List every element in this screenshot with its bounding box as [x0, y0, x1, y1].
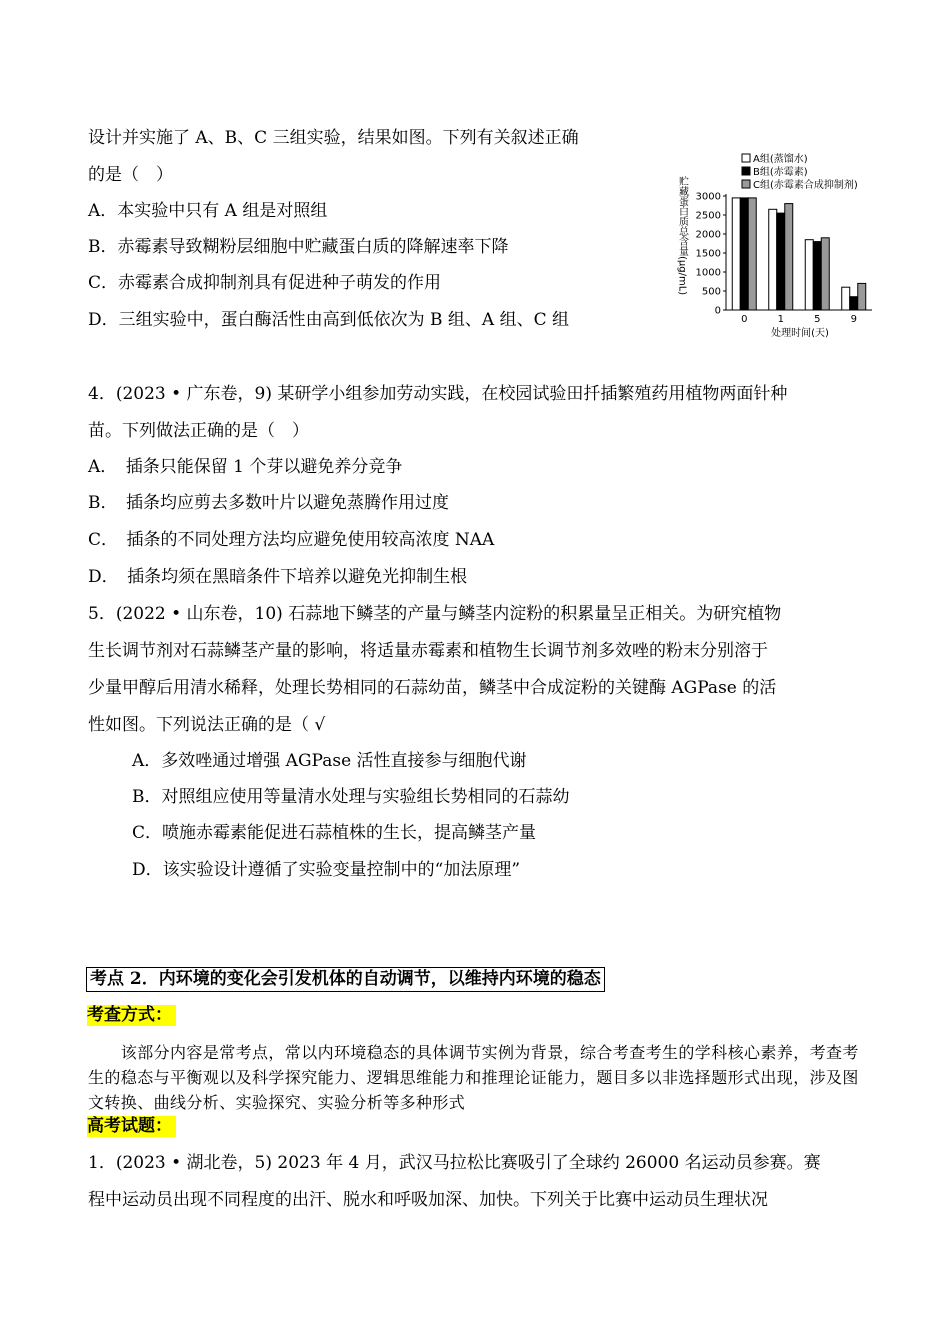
x-tick-label-3: 9: [850, 314, 857, 325]
bar-3-2: [858, 283, 866, 310]
protein-bar-chart: [672, 148, 902, 343]
q3-stem-line1: 设计并实施了 A、B、C 三组实验，结果如图。下列有关叙述正确: [88, 128, 579, 148]
y-tick-label-2: 1000: [695, 267, 721, 279]
bar-0-2: [748, 198, 756, 310]
exam-label: 高考试题：: [87, 1116, 176, 1137]
section-title: 考点 2．内环境的变化会引发机体的自动调节，以维持内环境的稳态: [86, 967, 605, 992]
chart-legend: [742, 152, 858, 191]
bar-0-1: [740, 198, 748, 310]
chart-xlabel: 处理时间(天): [771, 328, 829, 339]
y-tick-label-1: 500: [701, 286, 721, 298]
q3-option-c: C．赤霉素合成抑制剂具有促进种子萌发的作用: [88, 273, 442, 293]
bar-3-0: [842, 287, 850, 310]
q5-option-b: B．对照组应使用等量清水处理与实验组长势相同的石蒜幼: [132, 787, 570, 807]
x-tick-label-0: 0: [741, 314, 748, 325]
legend-swatch-0: [742, 154, 750, 162]
chart-bars: [732, 198, 866, 310]
q5-stem-line1: 5．(2022 • 山东卷，10) 石蒜地下鳞茎的产量与鳞茎内淀粉的积累量呈正相关。为研究植物: [88, 604, 782, 624]
q5-stem-line2: 生长调节剂对石蒜鳞茎产量的影响，将适量赤霉素和植物生长调节剂多效唑的粉末分别溶于: [88, 641, 768, 661]
q4-option-b: B． 插条均应剪去多数叶片以避免蒸腾作用过度: [88, 493, 449, 513]
q5-option-a: A．多效唑通过增强 AGPase 活性直接参与细胞代谢: [132, 751, 527, 771]
q5-option-d: D．该实验设计遵循了实验变量控制中的“加法原理”: [132, 860, 521, 880]
q4-option-d: D． 插条均须在黑暗条件下培养以避免光抑制生根: [88, 567, 468, 587]
s2-q1-line2: 程中运动员出现不同程度的出汗、脱水和呼吸加深、加快。下列关于比赛中运动员生理状况: [88, 1190, 768, 1210]
method-label: 考查方式：: [87, 1005, 176, 1026]
y-tick-label-4: 2000: [695, 229, 721, 241]
bar-0-0: [732, 198, 740, 310]
bar-1-2: [785, 204, 793, 310]
y-tick-label-3: 1500: [695, 248, 721, 260]
bar-2-2: [821, 238, 829, 310]
q4-option-c: C． 插条的不同处理方法均应避免使用较高浓度 NAA: [88, 530, 495, 550]
q4-stem-line2: 苗。下列做法正确的是（ ）: [88, 421, 309, 441]
legend-label-2: C组(赤霉素合成抑制剂): [753, 180, 858, 191]
legend-swatch-1: [742, 167, 750, 175]
q5-stem-line4: 性如图。下列说法正确的是（ √: [88, 715, 326, 735]
x-tick-label-1: 1: [777, 314, 784, 325]
q4-stem-line1: 4．(2023 • 广东卷，9) 某研学小组参加劳动实践，在校园试验田扦插繁殖药用植物两面针种: [88, 384, 788, 404]
legend-swatch-2: [742, 180, 750, 188]
method-text: 该部分内容是常考点，常以内环境稳态的具体调节实例为背景，综合考查考生的学科核心素养，考查考生的稳态与平衡观以及科学探究能力、逻辑思维能力和推理论证能力，题目多以非选择题形式出现，涉及图文转换、曲线分析、实验探究、实验分析等多种形式: [88, 1043, 859, 1112]
q3-stem-line2: 的是（ ）: [88, 165, 173, 185]
y-tick-label-6: 3000: [695, 191, 721, 203]
bar-3-1: [850, 297, 858, 310]
chart-ylabel-text: 贮藏蛋白质总含量(μg/mL): [676, 176, 688, 296]
q4-option-a: A． 插条只能保留 1 个芽以避免养分竞争: [88, 457, 403, 477]
q3-option-d: D．三组实验中，蛋白酶活性由高到低依次为 B 组、A 组、C 组: [88, 310, 570, 330]
chart-ylabel: [677, 176, 689, 295]
bar-2-1: [813, 242, 821, 310]
q3-option-a: A．本实验中只有 A 组是对照组: [88, 201, 328, 221]
bar-1-1: [777, 213, 785, 310]
y-tick-label-5: 2500: [695, 210, 721, 222]
bar-2-0: [805, 240, 813, 310]
legend-label-1: B组(赤霉素): [753, 167, 808, 178]
y-tick-label-0: 0: [714, 305, 721, 317]
s2-q1-line1: 1．(2023 • 湖北卷，5) 2023 年 4 月，武汉马拉松比赛吸引了全球约 26000 名运动员参赛。赛: [88, 1153, 821, 1173]
q5-stem-line3: 少量甲醇后用清水稀释，处理长势相同的石蒜幼苗，鳞茎中合成淀粉的关键酶 AGPase 的活: [88, 678, 777, 698]
q3-option-b: B．赤霉素导致糊粉层细胞中贮藏蛋白质的降解速率下降: [88, 237, 509, 257]
legend-label-0: A组(蒸馏水): [753, 154, 808, 165]
bar-1-0: [769, 209, 777, 310]
q5-option-c: C．喷施赤霉素能促进石蒜植株的生长，提高鳞茎产量: [132, 823, 537, 843]
x-tick-label-2: 5: [814, 314, 821, 325]
